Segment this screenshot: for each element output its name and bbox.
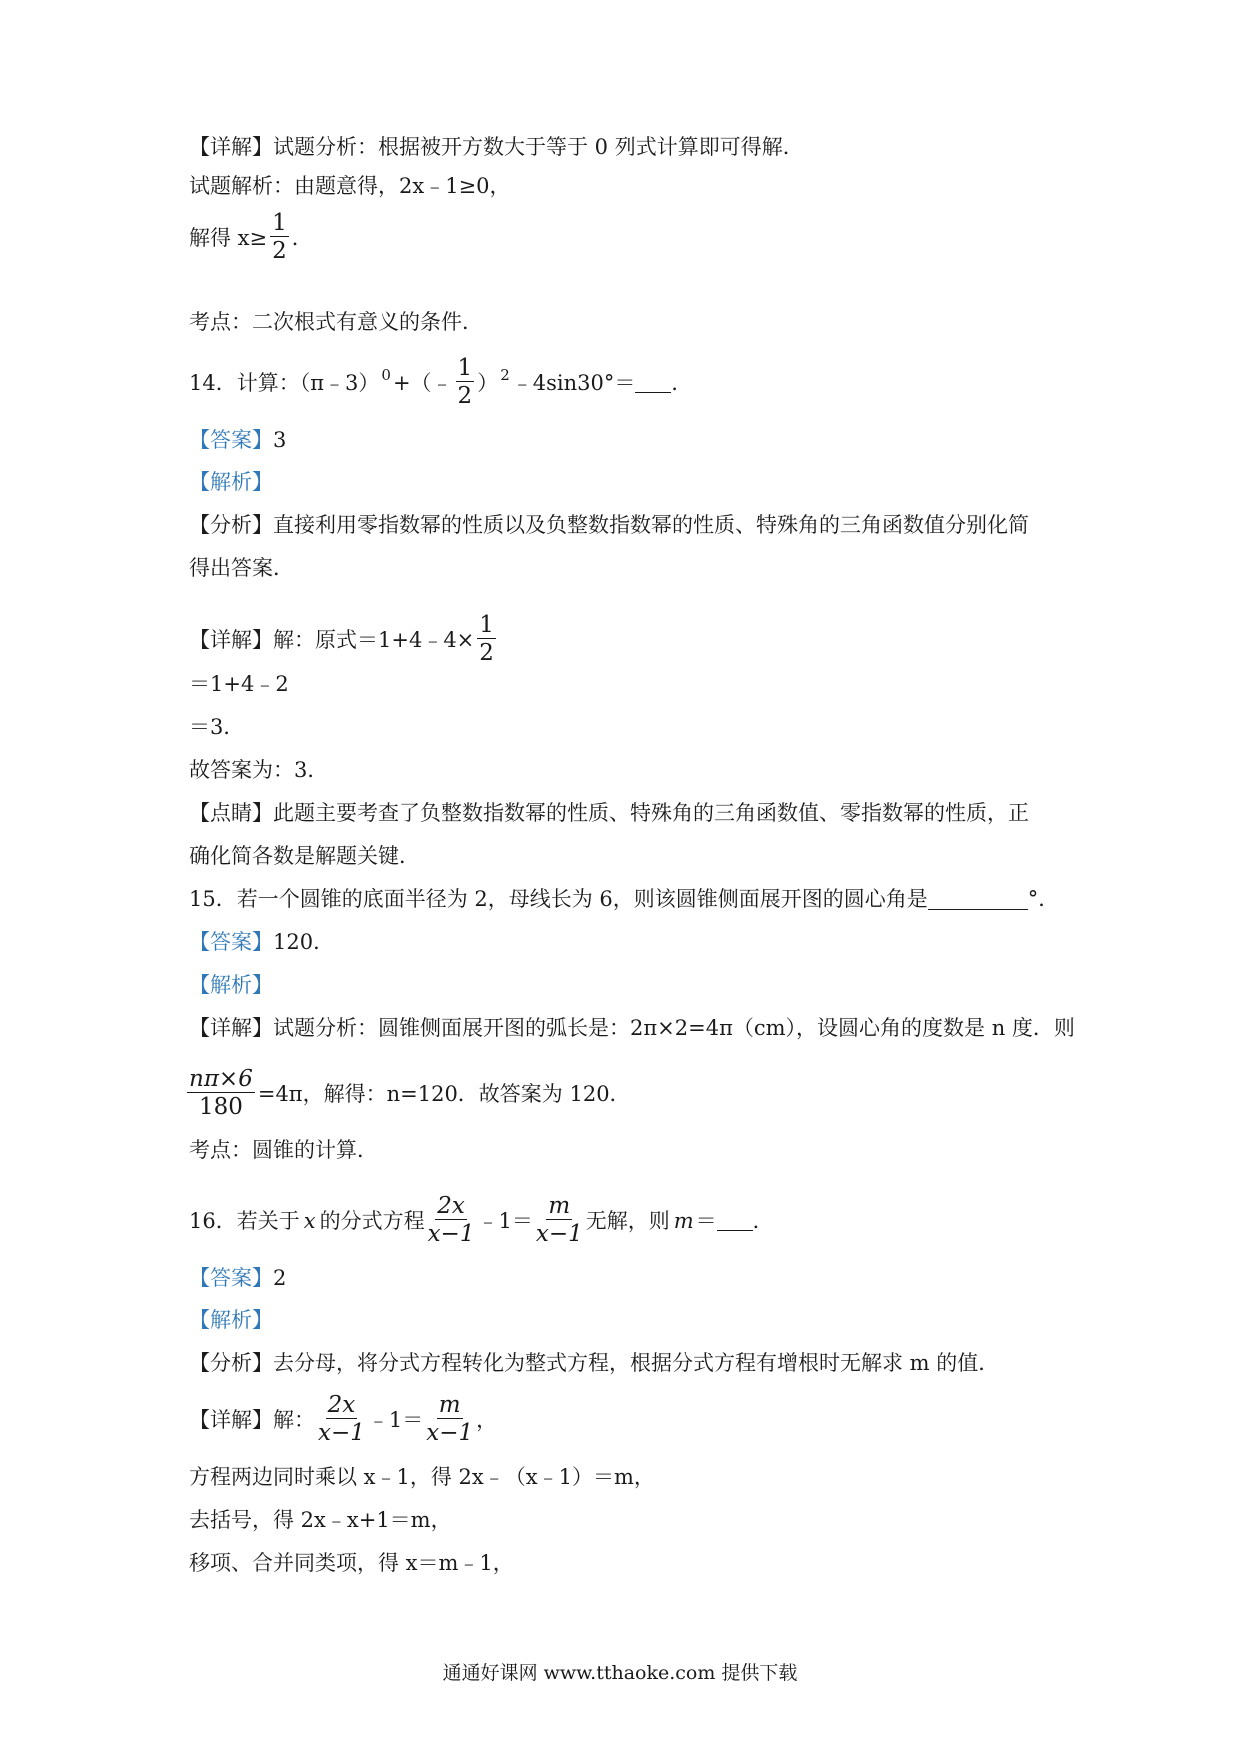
- analysis-heading: 【解析】: [189, 470, 273, 494]
- fraction: $\frac{1}{2}$: [457, 355, 473, 409]
- fraction: $\frac{m}{x-1}$: [535, 1193, 583, 1247]
- analysis-line: 试题解析：由题意得，2x﹣1≥0，: [189, 174, 511, 198]
- detail-line: 移项、合并同类项，得 x＝m﹣1，: [189, 1551, 514, 1575]
- fraction: $\frac{2x}{x-1}$: [318, 1392, 365, 1446]
- fraction: $\frac{1}{2}$: [479, 612, 494, 666]
- detail-line: $\frac{n\pi\times 6}{180}$ =4π，解得：n=120．故答案为 120．: [189, 1066, 631, 1120]
- analysis-text: 【分析】去分母，将分式方程转化为整式方程，根据分式方程有增根时无解求 m 的值．: [189, 1351, 1000, 1375]
- analysis-text: 【分析】直接利用零指数幂的性质以及负整数指数幂的性质、特殊角的三角函数值分别化简: [189, 513, 1029, 537]
- fraction: $\frac{n\pi\times 6}{180}$: [189, 1066, 253, 1120]
- analysis-heading: 【解析】: [189, 1308, 273, 1332]
- comment-line: 确化简各数是解题关键．: [189, 844, 420, 868]
- detail-line: 【详解】解： $\frac{2x}{x-1}$ ﹣1＝ $\frac{m}{x-1}$ ，: [189, 1392, 498, 1446]
- detail-line: 【详解】解：原式＝1+4﹣4× $\frac{1}{2}$: [189, 612, 494, 666]
- detail-line: 【详解】试题分析：根据被开方数大于等于 0 列式计算即可得解．: [189, 135, 804, 159]
- detail-line: 【详解】试题分析：圆锥侧面展开图的弧长是：2π×2=4π（cm），设圆心角的度数是 n 度．则: [189, 1016, 1075, 1040]
- question-14: 14．计算：（π﹣3） 0 +（﹣ $\frac{1}{2}$ ） 2 ﹣4sin30°＝ ．: [189, 355, 693, 409]
- fraction: $\frac{1}{2}$: [272, 210, 287, 264]
- detail-line: 去括号，得 2x﹣x+1＝m，: [189, 1508, 452, 1532]
- detail-line: 方程两边同时乘以 x﹣1，得 2x﹣（x﹣1）＝m，: [189, 1465, 655, 1489]
- detail-line: 故答案为：3．: [189, 758, 329, 782]
- question-15: 15．若一个圆锥的底面半径为 2，母线长为 6，则该圆锥侧面展开图的圆心角是 °．: [189, 887, 1060, 911]
- answer-line: 【答案】 120．: [189, 930, 335, 954]
- solution-line: 解得 x≥ $\frac{1}{2}$ ．: [189, 210, 313, 264]
- answer-line: 【答案】 3: [189, 428, 287, 452]
- fraction: $\frac{m}{x-1}$: [426, 1392, 474, 1446]
- comment-line: 【点睛】此题主要考查了负整数指数幂的性质、特殊角的三角函数值、零指数幂的性质，正: [189, 801, 1029, 825]
- answer-blank: [928, 889, 1028, 910]
- question-16: 16．若关于 x 的分式方程 $\frac{2x}{x-1}$ ﹣1＝ $\frac{m}{x-1}$ 无解，则 m ＝ ．: [189, 1193, 774, 1247]
- knowledge-point: 考点：圆锥的计算．: [189, 1138, 378, 1162]
- fraction: $\frac{2x}{x-1}$: [427, 1193, 475, 1247]
- answer-line: 【答案】 2: [189, 1266, 287, 1290]
- knowledge-point: 考点：二次根式有意义的条件．: [189, 310, 483, 334]
- analysis-text: 得出答案．: [189, 556, 294, 580]
- detail-line: ＝3．: [189, 715, 245, 739]
- footer-watermark: 通通好课网 www.tthaoke.com 提供下载: [442, 1662, 798, 1684]
- detail-line: ＝1+4﹣2: [189, 672, 289, 696]
- answer-blank: [635, 372, 671, 393]
- analysis-heading: 【解析】: [189, 973, 273, 997]
- answer-blank: [717, 1210, 753, 1231]
